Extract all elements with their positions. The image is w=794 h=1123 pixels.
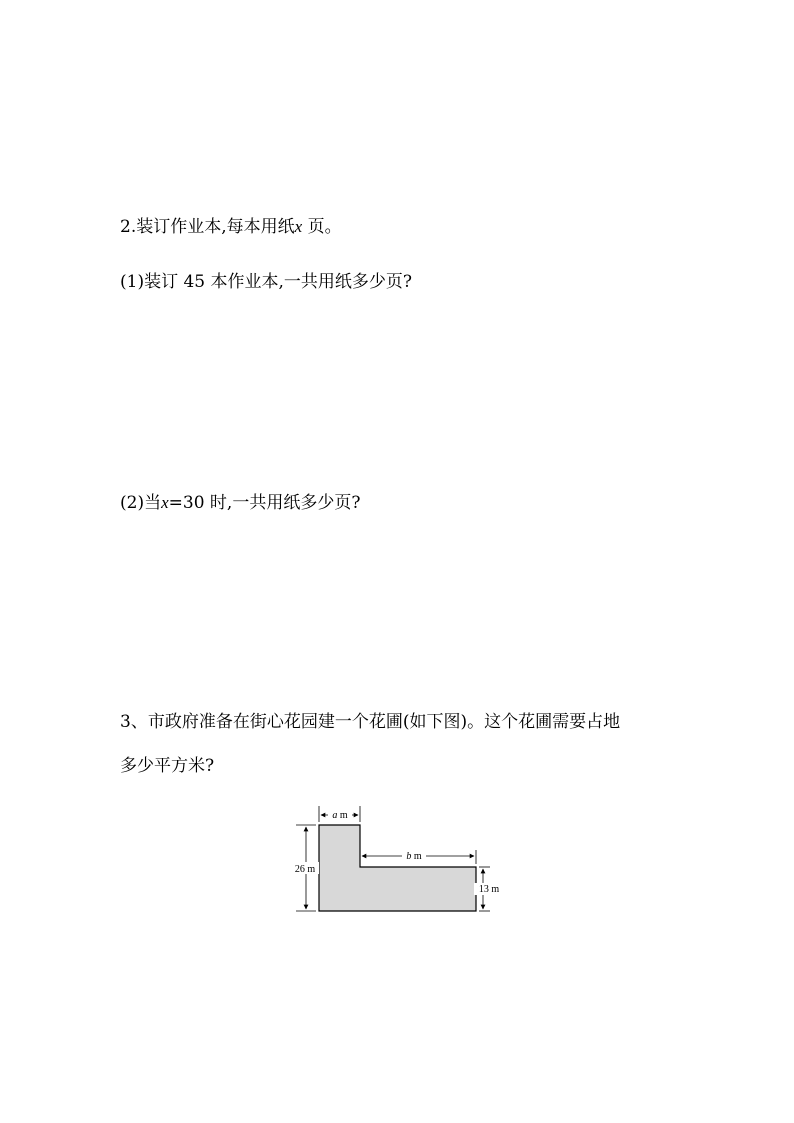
height-26-label: 26 m (294, 864, 316, 875)
a-dimension-label: a m (332, 810, 348, 821)
question-2-title-suffix: 页。 (302, 217, 342, 237)
l-shape-region (319, 825, 476, 911)
question-2-part-2-prefix: (2)当 (120, 493, 162, 513)
variable-x: x (294, 217, 303, 236)
height-13-label: 13 m (478, 884, 500, 895)
question-3-line-2: 多少平方米? (120, 756, 215, 776)
flower-bed-diagram (286, 800, 506, 920)
question-2-title (120, 216, 342, 238)
variable-x: x (161, 493, 169, 512)
question-2-part-2 (120, 492, 360, 514)
question-2-part-1: (1)装订 45 本作业本,一共用纸多少页? (120, 272, 413, 292)
question-3-line-1: 3、市政府准备在街心花园建一个花圃(如下图)。这个花圃需要占地 (120, 712, 621, 732)
question-2-part-2-suffix: =30 时,一共用纸多少页? (168, 493, 361, 513)
b-dimension-label: b m (406, 851, 422, 862)
flower-bed-figure (286, 800, 506, 924)
question-2-title-text: 2.装订作业本,每本用纸 (120, 217, 295, 237)
